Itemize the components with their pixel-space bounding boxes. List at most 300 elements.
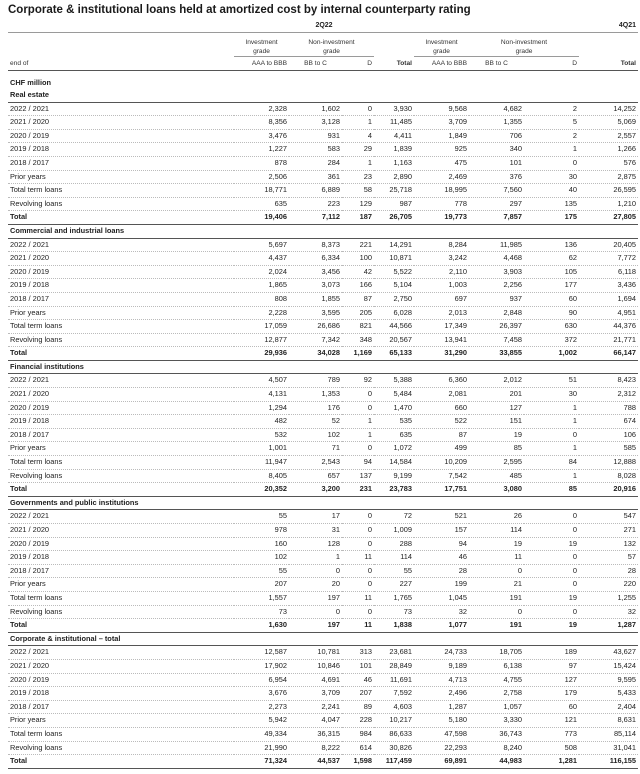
row-value: 3,456 (289, 265, 342, 279)
table-title: Corporate & institutional loans held at amortized cost by internal counterparty rating (8, 4, 471, 16)
row-value: 205 (342, 306, 374, 320)
row-value: 92 (342, 374, 374, 388)
row-value: 55 (374, 564, 414, 578)
row-value: 179 (524, 687, 579, 701)
row-value: 1,001 (234, 442, 289, 456)
row-value: 24,733 (414, 646, 469, 660)
table-row (8, 292, 638, 306)
row-value: 821 (342, 320, 374, 334)
row-value: 132 (579, 537, 638, 551)
row-value: 47,598 (414, 727, 469, 741)
table-row (8, 184, 638, 198)
row-value: 4,411 (374, 129, 414, 143)
row-value: 2,543 (289, 456, 342, 470)
table-row (8, 116, 638, 130)
row-value: 102 (289, 428, 342, 442)
row-value: 85,114 (579, 727, 638, 741)
row-value: 3,476 (234, 129, 289, 143)
row-value: 87 (414, 428, 469, 442)
row-value: 630 (524, 320, 579, 334)
total-value: 69,891 (414, 755, 469, 769)
row-value: 14,584 (374, 456, 414, 470)
table-row (8, 252, 638, 266)
row-value: 94 (342, 456, 374, 470)
total-value: 27,805 (579, 211, 638, 225)
row-value: 2,110 (414, 265, 469, 279)
row-value: 2 (524, 102, 579, 116)
row-value: 0 (342, 524, 374, 538)
total-value: 66,147 (579, 347, 638, 361)
row-value: 62 (524, 252, 579, 266)
row-value: 18,771 (234, 184, 289, 198)
table-row (8, 605, 638, 619)
row-value: 5,433 (579, 687, 638, 701)
row-value: 1,353 (289, 388, 342, 402)
row-value: 1,855 (289, 292, 342, 306)
total-value: 20,352 (234, 483, 289, 497)
unit-label: CHF million (10, 78, 52, 87)
row-label: Total term loans (8, 591, 234, 605)
table-row (8, 415, 638, 429)
row-value: 0 (342, 102, 374, 116)
row-label: Prior years (8, 714, 234, 728)
row-value: 1,003 (414, 279, 469, 293)
row-value: 19 (524, 537, 579, 551)
row-value: 1,557 (234, 591, 289, 605)
row-value: 32 (414, 605, 469, 619)
table-row (8, 143, 638, 157)
end-of-label: end of (8, 57, 234, 71)
row-value: 0 (342, 578, 374, 592)
total-value: 3,080 (469, 483, 524, 497)
period-label-4q21: 4Q21 (414, 20, 638, 33)
total-value: 116,155 (579, 755, 638, 769)
row-label: 2020 / 2019 (8, 265, 234, 279)
row-label: 2022 / 2021 (8, 510, 234, 524)
group-investment-grade-line2: grade (234, 47, 289, 57)
row-value: 535 (374, 415, 414, 429)
row-value: 8,222 (289, 741, 342, 755)
row-value: 6,360 (414, 374, 469, 388)
section-total-row (8, 483, 638, 497)
total-value: 3,200 (289, 483, 342, 497)
row-value: 2,012 (469, 374, 524, 388)
total-label: Total (8, 755, 234, 769)
row-value: 0 (524, 510, 579, 524)
row-value: 2,024 (234, 265, 289, 279)
row-value: 191 (469, 591, 524, 605)
row-value: 0 (289, 605, 342, 619)
row-value: 127 (469, 401, 524, 415)
row-value: 1,287 (414, 700, 469, 714)
row-value: 2,241 (289, 700, 342, 714)
row-value: 485 (469, 469, 524, 483)
row-value: 585 (579, 442, 638, 456)
table-row (8, 591, 638, 605)
row-value: 23 (342, 170, 374, 184)
row-value: 106 (579, 428, 638, 442)
row-value: 4,603 (374, 700, 414, 714)
row-value: 11 (469, 551, 524, 565)
row-value: 6,954 (234, 673, 289, 687)
total-value: 1,287 (579, 619, 638, 633)
row-value: 60 (524, 292, 579, 306)
row-value: 522 (414, 415, 469, 429)
row-label: 2019 / 2018 (8, 415, 234, 429)
row-value: 28 (414, 564, 469, 578)
row-value: 4,047 (289, 714, 342, 728)
total-value: 20,916 (579, 483, 638, 497)
table-row (8, 238, 638, 252)
row-value: 10,209 (414, 456, 469, 470)
row-value: 660 (414, 401, 469, 415)
section-name: Corporate & institutional – total (8, 632, 638, 646)
row-value: 3,595 (289, 306, 342, 320)
row-value: 10,217 (374, 714, 414, 728)
row-label: Revolving loans (8, 469, 234, 483)
row-value: 5,104 (374, 279, 414, 293)
row-label: Total term loans (8, 320, 234, 334)
row-value: 937 (469, 292, 524, 306)
row-value: 0 (524, 524, 579, 538)
row-value: 30 (524, 388, 579, 402)
row-value: 2,013 (414, 306, 469, 320)
row-label: 2022 / 2021 (8, 102, 234, 116)
row-value: 1,266 (579, 143, 638, 157)
row-value: 3,436 (579, 279, 638, 293)
table-row (8, 102, 638, 116)
row-label: 2020 / 2019 (8, 537, 234, 551)
table-row (8, 687, 638, 701)
row-value: 3,330 (469, 714, 524, 728)
row-value: 674 (579, 415, 638, 429)
table-row (8, 388, 638, 402)
total-value: 1,169 (342, 347, 374, 361)
row-value: 31 (289, 524, 342, 538)
row-value: 60 (524, 700, 579, 714)
row-value: 46 (414, 551, 469, 565)
row-value: 19 (469, 428, 524, 442)
table-row (8, 469, 638, 483)
total-value: 191 (469, 619, 524, 633)
row-value: 36,743 (469, 727, 524, 741)
row-label: 2018 / 2017 (8, 700, 234, 714)
total-value: 187 (342, 211, 374, 225)
row-value: 89 (342, 700, 374, 714)
row-label: Total term loans (8, 727, 234, 741)
row-value: 2,404 (579, 700, 638, 714)
row-value: 29 (342, 143, 374, 157)
row-value: 7,592 (374, 687, 414, 701)
row-value: 3,930 (374, 102, 414, 116)
row-value: 100 (342, 252, 374, 266)
row-value: 201 (469, 388, 524, 402)
row-value: 17,349 (414, 320, 469, 334)
row-value: 0 (342, 401, 374, 415)
total-value: 71,324 (234, 755, 289, 769)
row-label: 2019 / 2018 (8, 279, 234, 293)
total-value: 65,133 (374, 347, 414, 361)
row-value: 14,252 (579, 102, 638, 116)
row-value: 105 (524, 265, 579, 279)
row-value: 21,771 (579, 333, 638, 347)
row-value: 931 (289, 129, 342, 143)
total-value: 31,290 (414, 347, 469, 361)
row-value: 11,985 (469, 238, 524, 252)
row-value: 207 (342, 687, 374, 701)
row-value: 49,334 (234, 727, 289, 741)
row-label: 2021 / 2020 (8, 116, 234, 130)
subcol-total-2q22: Total (374, 57, 414, 71)
row-value: 73 (374, 605, 414, 619)
row-label: 2018 / 2017 (8, 156, 234, 170)
row-value: 8,373 (289, 238, 342, 252)
row-label: Prior years (8, 306, 234, 320)
row-value: 6,889 (289, 184, 342, 198)
row-value: 1,865 (234, 279, 289, 293)
row-value: 0 (524, 428, 579, 442)
total-value: 44,983 (469, 755, 524, 769)
row-value: 5,697 (234, 238, 289, 252)
row-value: 3,242 (414, 252, 469, 266)
row-value: 4,437 (234, 252, 289, 266)
row-value: 31,041 (579, 741, 638, 755)
row-value: 2,328 (234, 102, 289, 116)
row-value: 30 (524, 170, 579, 184)
row-value: 1,470 (374, 401, 414, 415)
table-row (8, 714, 638, 728)
row-value: 0 (524, 551, 579, 565)
row-label: 2020 / 2019 (8, 673, 234, 687)
row-value: 6,028 (374, 306, 414, 320)
loans-table (8, 20, 638, 769)
row-value: 72 (374, 510, 414, 524)
row-value: 58 (342, 184, 374, 198)
unit-row (8, 76, 638, 89)
table-row (8, 265, 638, 279)
row-value: 1,849 (414, 129, 469, 143)
row-value: 44,376 (579, 320, 638, 334)
total-value: 19 (524, 619, 579, 633)
row-value: 199 (414, 578, 469, 592)
row-value: 521 (414, 510, 469, 524)
row-value: 12,888 (579, 456, 638, 470)
row-value: 2,750 (374, 292, 414, 306)
row-value: 984 (342, 727, 374, 741)
row-value: 7,342 (289, 333, 342, 347)
row-value: 2 (524, 129, 579, 143)
row-value: 15,424 (579, 659, 638, 673)
row-value: 1 (342, 415, 374, 429)
row-value: 9,568 (414, 102, 469, 116)
row-value: 127 (524, 673, 579, 687)
section-name: Governments and public institutions (8, 496, 638, 510)
row-label: Total term loans (8, 184, 234, 198)
row-value: 228 (342, 714, 374, 728)
total-value: 34,028 (289, 347, 342, 361)
row-value: 128 (289, 537, 342, 551)
row-value: 2,557 (579, 129, 638, 143)
row-value: 4 (342, 129, 374, 143)
row-value: 2,496 (414, 687, 469, 701)
table-row (8, 646, 638, 660)
total-value: 1,077 (414, 619, 469, 633)
row-value: 297 (469, 197, 524, 211)
subcol-total-4q21: Total (579, 57, 638, 71)
row-value: 1,694 (579, 292, 638, 306)
row-label: 2022 / 2021 (8, 646, 234, 660)
row-value: 2,890 (374, 170, 414, 184)
row-value: 1,009 (374, 524, 414, 538)
row-value: 1,255 (579, 591, 638, 605)
total-label: Total (8, 211, 234, 225)
row-value: 44,566 (374, 320, 414, 334)
row-label: Total term loans (8, 456, 234, 470)
row-value: 1,163 (374, 156, 414, 170)
row-value: 4,507 (234, 374, 289, 388)
row-value: 11,485 (374, 116, 414, 130)
row-label: 2018 / 2017 (8, 564, 234, 578)
row-label: 2019 / 2018 (8, 687, 234, 701)
row-value: 0 (342, 537, 374, 551)
row-value: 197 (289, 591, 342, 605)
row-value: 13,941 (414, 333, 469, 347)
row-value: 10,781 (289, 646, 342, 660)
row-value: 43,627 (579, 646, 638, 660)
table-row (8, 659, 638, 673)
row-value: 57 (579, 551, 638, 565)
row-value: 220 (579, 578, 638, 592)
subcol-aaa-bbb-2q22: AAA to BBB (234, 57, 289, 71)
row-value: 19 (524, 591, 579, 605)
section-name: Financial institutions (8, 360, 638, 374)
row-value: 1,765 (374, 591, 414, 605)
row-value: 52 (289, 415, 342, 429)
row-value: 8,240 (469, 741, 524, 755)
total-value: 17,751 (414, 483, 469, 497)
row-value: 12,587 (234, 646, 289, 660)
row-value: 482 (234, 415, 289, 429)
group-header-row-2 (8, 47, 638, 57)
row-value: 36,315 (289, 727, 342, 741)
row-value: 4,691 (289, 673, 342, 687)
row-value: 5 (524, 116, 579, 130)
row-value: 40 (524, 184, 579, 198)
total-value: 29,936 (234, 347, 289, 361)
row-value: 547 (579, 510, 638, 524)
row-value: 0 (342, 510, 374, 524)
row-value: 129 (342, 197, 374, 211)
row-value: 11 (342, 591, 374, 605)
row-value: 90 (524, 306, 579, 320)
table-row (8, 197, 638, 211)
table-row (8, 428, 638, 442)
row-value: 789 (289, 374, 342, 388)
row-value: 499 (414, 442, 469, 456)
row-value: 28,849 (374, 659, 414, 673)
total-value: 33,855 (469, 347, 524, 361)
row-value: 0 (342, 605, 374, 619)
row-value: 176 (289, 401, 342, 415)
row-value: 221 (342, 238, 374, 252)
row-value: 284 (289, 156, 342, 170)
row-value: 1 (342, 156, 374, 170)
row-value: 8,284 (414, 238, 469, 252)
row-value: 3,709 (289, 687, 342, 701)
row-value: 2,256 (469, 279, 524, 293)
table-row (8, 727, 638, 741)
row-value: 121 (524, 714, 579, 728)
row-value: 1,355 (469, 116, 524, 130)
total-value: 44,537 (289, 755, 342, 769)
row-value: 71 (289, 442, 342, 456)
row-value: 348 (342, 333, 374, 347)
row-value: 6,138 (469, 659, 524, 673)
row-value: 1,072 (374, 442, 414, 456)
table-row (8, 700, 638, 714)
row-value: 288 (374, 537, 414, 551)
row-value: 2,228 (234, 306, 289, 320)
row-label: 2021 / 2020 (8, 524, 234, 538)
row-value: 73 (234, 605, 289, 619)
row-value: 4,682 (469, 102, 524, 116)
row-value: 5,484 (374, 388, 414, 402)
group-investment-grade-line1-4q21: Investment (425, 39, 458, 46)
row-value: 0 (524, 578, 579, 592)
row-value: 137 (342, 469, 374, 483)
total-value: 175 (524, 211, 579, 225)
row-value: 0 (342, 388, 374, 402)
row-value: 20 (289, 578, 342, 592)
row-value: 5,388 (374, 374, 414, 388)
group-investment-grade-line2-4q21: grade (414, 47, 469, 57)
row-value: 135 (524, 197, 579, 211)
row-value: 7,458 (469, 333, 524, 347)
row-value: 101 (342, 659, 374, 673)
subcol-bb-c-2q22: BB to C (289, 57, 342, 71)
row-value: 8,405 (234, 469, 289, 483)
section-total-row (8, 619, 638, 633)
row-value: 26,686 (289, 320, 342, 334)
group-non-investment-grade-line2: grade (289, 47, 374, 57)
section-header (8, 89, 638, 102)
row-value: 878 (234, 156, 289, 170)
row-value: 1 (524, 442, 579, 456)
row-value: 157 (414, 524, 469, 538)
total-value: 117,459 (374, 755, 414, 769)
table-row (8, 156, 638, 170)
row-value: 227 (374, 578, 414, 592)
row-value: 2,848 (469, 306, 524, 320)
row-value: 136 (524, 238, 579, 252)
row-value: 0 (289, 564, 342, 578)
row-value: 46 (342, 673, 374, 687)
total-value: 85 (524, 483, 579, 497)
row-value: 1 (342, 116, 374, 130)
period-header-row (8, 20, 638, 33)
row-label: Revolving loans (8, 333, 234, 347)
table-row (8, 333, 638, 347)
table-row (8, 401, 638, 415)
row-label: 2021 / 2020 (8, 252, 234, 266)
row-value: 5,069 (579, 116, 638, 130)
section-header (8, 496, 638, 510)
row-value: 1 (524, 415, 579, 429)
table-row (8, 442, 638, 456)
row-value: 1,227 (234, 143, 289, 157)
table-row (8, 374, 638, 388)
row-value: 0 (469, 605, 524, 619)
